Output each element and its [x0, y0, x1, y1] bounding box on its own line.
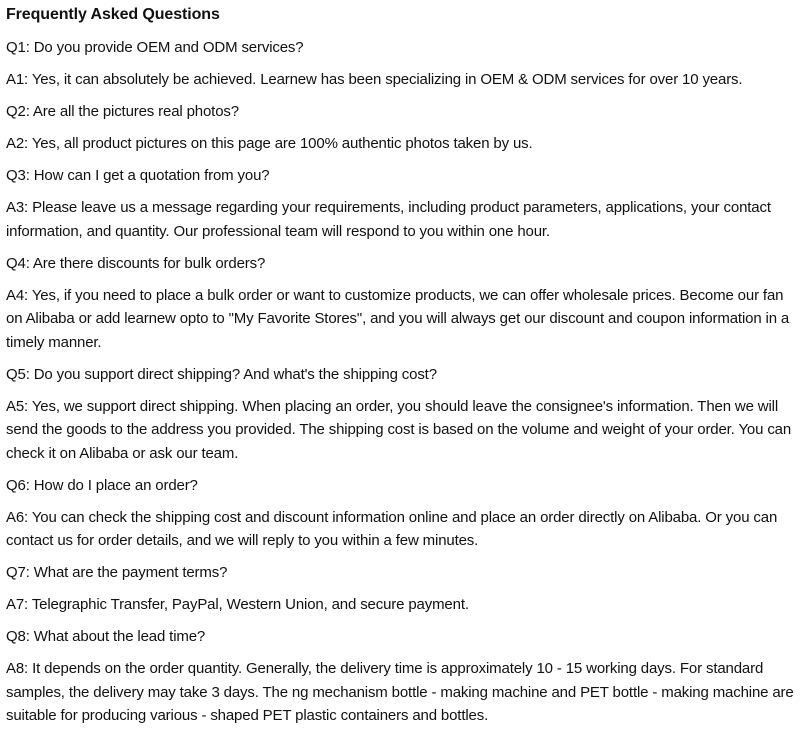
question-3: [6, 164, 794, 188]
question-1: [6, 36, 794, 60]
question-text: What are the payment terms?: [29, 564, 228, 581]
faq-title: Frequently Asked Questions: [6, 6, 220, 23]
question-4: [6, 252, 794, 276]
answer-text: You can check the shipping cost and discount information online and place an order directly on Alibaba. Or you can contact us for order details, and we will reply to you within a few minutes.: [6, 508, 778, 549]
question-text: Do you support direct shipping? And what's the shipping cost?: [29, 365, 437, 383]
faq-item-1: [6, 36, 794, 92]
question-5: [6, 363, 794, 387]
faq-item-7: [6, 561, 794, 617]
answer-tag: A2:: [6, 135, 29, 152]
question-text: How can I get a quotation from you?: [29, 167, 270, 184]
question-text: What about the lead time?: [29, 628, 206, 645]
answer-text: Telegraphic Transfer, PayPal, Western Union, and secure payment.: [28, 596, 469, 613]
answer-tag: A6:: [6, 508, 29, 526]
answer-8: [6, 657, 794, 728]
question-6: [6, 474, 794, 498]
answer-text: Yes, if you need to place a bulk order or want to customize products, we can offer wholesale prices. Become our fan on Alibaba or add learnew opto to "My Favorite Stores", and you will always get our discount and coupon information in a timely manner.: [6, 286, 790, 351]
question-tag: Q1:: [6, 39, 30, 56]
faq-item-2: [6, 100, 794, 156]
answer-tag: A4:: [6, 286, 29, 304]
faq-item-6: [6, 474, 794, 553]
faq-item-3: [6, 164, 794, 243]
answer-2: [6, 132, 794, 156]
answer-text: Yes, we support direct shipping. When placing an order, you should leave the consignee's information. Then we will send the goods to the address you provided. The shipping cost is based on the volume and weight of your order. You can check it on Alibaba or ask our team.: [6, 397, 792, 462]
question-tag: Q8:: [6, 628, 30, 645]
question-2: [6, 100, 794, 124]
question-text: Are all the pictures real photos?: [29, 103, 239, 120]
question-text: Are there discounts for bulk orders?: [29, 254, 266, 272]
question-tag: Q5:: [6, 365, 30, 383]
answer-5: [6, 395, 794, 466]
faq-item-5: [6, 363, 794, 466]
answer-text: Yes, all product pictures on this page are 100% authentic photos taken by us.: [28, 135, 533, 152]
answer-6: [6, 506, 794, 553]
answer-text: Yes, it can absolutely be achieved. Learnew has been specializing in OEM & ODM services for over 10 years.: [28, 71, 743, 88]
answer-tag: A8:: [6, 660, 29, 677]
question-text: How do I place an order?: [29, 476, 198, 494]
faq-item-8: [6, 625, 794, 728]
answer-7: [6, 593, 794, 617]
answer-4: [6, 284, 794, 355]
answer-1: [6, 68, 794, 92]
question-8: [6, 625, 794, 649]
answer-3: [6, 196, 794, 243]
question-7: [6, 561, 794, 585]
question-tag: Q3:: [6, 167, 30, 184]
question-tag: Q2:: [6, 103, 30, 120]
question-text: Do you provide OEM and ODM services?: [29, 39, 304, 56]
answer-tag: A5:: [6, 397, 29, 415]
answer-text: Please leave us a message regarding your requirements, including product parameters, applications, your contact information, and quantity. Our professional team will respond to you within one hour.: [6, 199, 771, 240]
answer-tag: A3:: [6, 199, 29, 216]
question-tag: Q4:: [6, 254, 30, 272]
faq-item-4: [6, 252, 794, 355]
answer-tag: A1:: [6, 71, 29, 88]
question-tag: Q6:: [6, 476, 30, 494]
answer-tag: A7:: [6, 596, 29, 613]
answer-text: It depends on the order quantity. Generally, the delivery time is approximately 10 - 15 working days. For standard samples, the delivery may take 3 days. The ng mechanism bottle - making machine and PET bottle - making machine are suitable for producing various - shaped PET plastic containers and bottles.: [6, 660, 794, 724]
question-tag: Q7:: [6, 564, 30, 581]
